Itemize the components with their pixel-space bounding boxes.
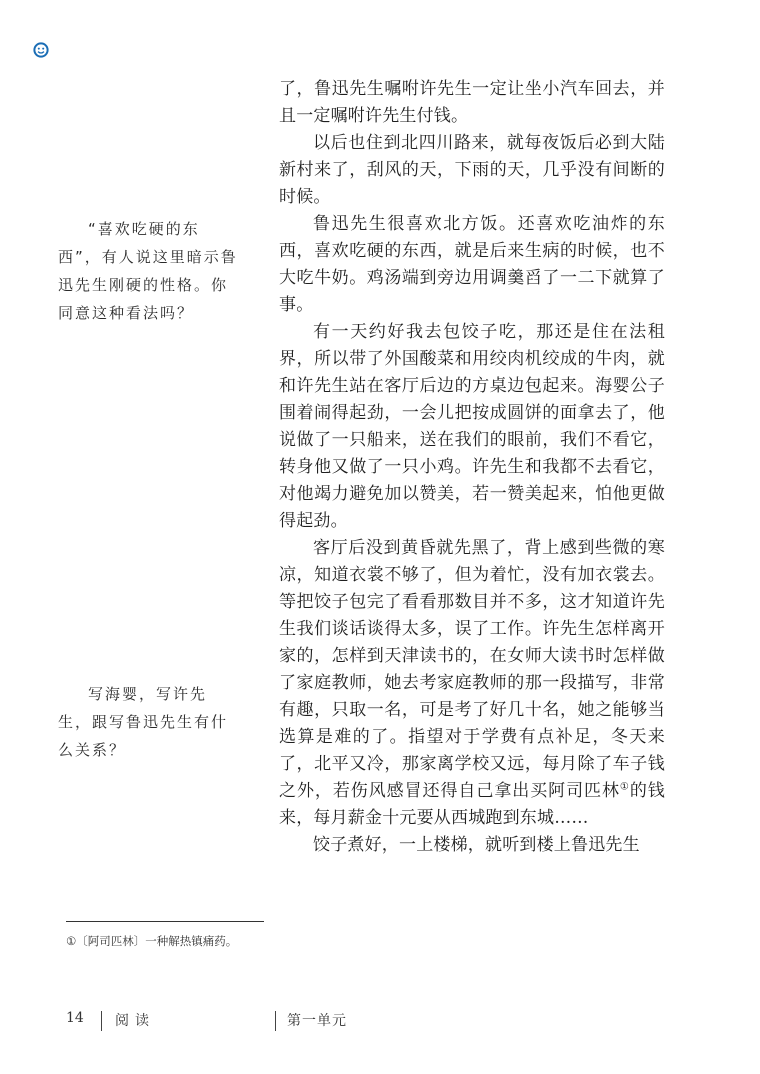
footer-divider xyxy=(275,1011,276,1031)
footnote-divider xyxy=(66,921,264,922)
footnote-marker[interactable]: ① xyxy=(619,781,630,793)
footnote: ①〔阿司匹林〕一种解热镇痛药。 xyxy=(66,934,238,948)
paragraph: 了，鲁迅先生嘱咐许先生一定让坐小汽车回去，并且一定嘱咐许先生付钱。 xyxy=(279,79,665,126)
paragraph-text: 客厅后没到黄昏就先黑了，背上感到些微的寒凉，知道衣裳不够了，但为着忙，没有加衣裳去。等把饺子包完了看看那数目并不多，这才知道许先生我们谈话谈得太多，误了工作。许先生怎样离开家的，怎样到天津读书的，在女师大读书时怎样做了家庭教师，她去考家庭教师的那一段描写，非常有趣，只取一名，可是考了好几十名，她之能够当选算是难的了。指望对于学费有点补足，冬天来了，北平又冷，那家离学校又远，每月除了车子钱之外，若伤风感冒还得自己拿出买阿司匹林 xyxy=(279,538,665,801)
paragraph: 有一天约好我去包饺子吃，那还是住在法租界，所以带了外国酸菜和用绞肉机绞成的牛肉，就和许先生站在客厅后边的方桌边包起来。海婴公子围着闹得起劲，一会儿把按成圆饼的面拿去了，他说做了一只船来，送在我们的眼前，我们不看它，转身他又做了一只小鸡。许先生和我都不去看它，对他竭力避免加以赞美，若一赞美起来，怕他更做得起劲。 xyxy=(279,322,665,531)
footer-divider xyxy=(101,1011,102,1031)
paragraph xyxy=(279,535,665,832)
body-text xyxy=(279,76,665,859)
margin-question xyxy=(58,215,238,327)
paragraph: 饺子煮好，一上楼梯，就听到楼上鲁迅先生 xyxy=(313,835,640,855)
paragraph-text: 的钱来，每月薪金十元要从西城跑到东城…… xyxy=(279,781,665,828)
margin-question-text: 写海婴，写许先生，跟写鲁迅先生有什么关系？ xyxy=(58,685,229,759)
margin-question xyxy=(58,680,238,764)
smiley-face-icon xyxy=(33,42,49,58)
paragraph: 以后也住到北四川路来，就每夜饭后必到大陆新村来了，刮风的天，下雨的天，几乎没有间断的时候。 xyxy=(279,133,665,207)
margin-question-text: “喜欢吃硬的东西”，有人说这里暗示鲁迅先生刚硬的性格。你同意这种看法吗？ xyxy=(58,220,238,322)
paragraph: 鲁迅先生很喜欢北方饭。还喜欢吃油炸的东西，喜欢吃硬的东西，就是后来生病的时候，也不大吃牛奶。鸡汤端到旁边用调羹舀了一二下就算了事。 xyxy=(279,214,665,315)
page-number: 14 xyxy=(66,1010,84,1026)
footer-unit-label: 第一单元 xyxy=(287,1013,347,1029)
footer-section-label: 阅读 xyxy=(115,1013,155,1029)
